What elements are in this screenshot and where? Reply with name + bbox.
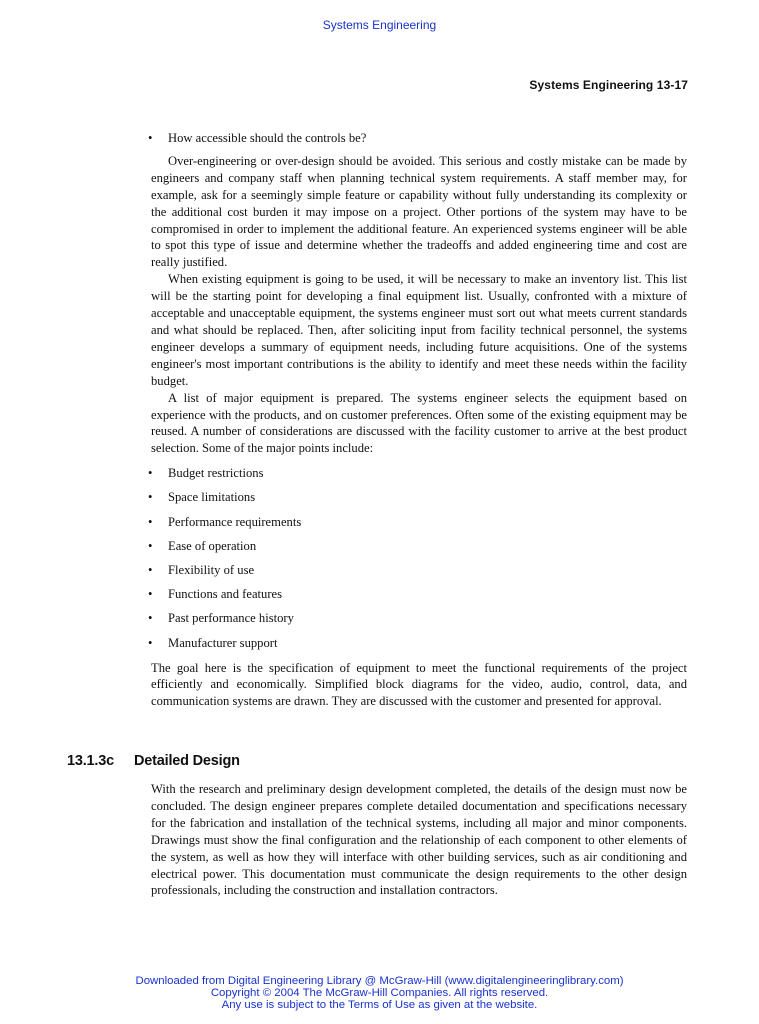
- footer-download-link[interactable]: Downloaded from Digital Engineering Library @ McGraw-Hill (www.digitalengineeringlibrary.com): [135, 975, 624, 987]
- list-item: [148, 586, 687, 603]
- footer-terms: Any use is subject to the Terms of Use as given at the website.: [221, 998, 538, 1011]
- paragraph-goal: The goal here is the specification of equipment to meet the functional requirements of the project efficiently and economically. Simplified block diagrams for the video, audio, control, data, and communication systems are drawn. They are discussed with the customer and presented for approval.: [151, 660, 687, 709]
- paragraph-existing-equipment: When existing equipment is going to be used, it will be necessary to make an inventory list. This list will be the starting point for developing a final equipment list. Usually, confronted with a mixture of acceptable and unacceptable equipment, the systems engineer must sort out what meets current standards and what should be replaced. Then, after soliciting input from facility technical personnel, the systems engineer develops a summary of equipment needs, including future acquisitions. One of the systems engineer's most important contributions is the ability to identify and meet these needs within the facility budget.: [151, 272, 687, 388]
- list-item-text: Performance requirements: [168, 514, 302, 529]
- footer-copyright: Copyright © 2004 The McGraw-Hill Companies. All rights reserved.: [210, 986, 549, 999]
- paragraph-over-engineering: Over-engineering or over-design should be avoided. This serious and costly mistake can be made by engineers and company staff when planning technical system requirements. A staff member may, for example, ask for a seemingly simple feature or capability without fully understanding its complexity or the additional cost burden it may impose on a project. Other portions of the system may have to be compromised in order to implement the additional feature. An experienced systems engineer will be able to spot this type of issue and determine whether the tradeoffs and added engineering time and cost are really justified.: [151, 153, 687, 270]
- list-item: [148, 635, 687, 652]
- list-item-text: Budget restrictions: [168, 466, 264, 481]
- running-head: Systems Engineering 13-17: [529, 78, 688, 92]
- bullet-icon: •: [148, 466, 153, 481]
- list-item: [148, 562, 687, 579]
- section-title: Detailed Design: [134, 753, 240, 769]
- list-item-text: Past performance history: [168, 611, 294, 626]
- considerations-list: [148, 465, 687, 651]
- bullet-icon: •: [148, 131, 153, 145]
- list-item-text: Manufacturer support: [168, 635, 278, 650]
- list-item-text: How accessible should the controls be?: [168, 131, 367, 145]
- paragraph-major-equipment: A list of major equipment is prepared. The systems engineer selects the equipment based on experience with the products, and on customer preferences. Often some of the existing equipment may be reused. A number of considerations are discussed with the facility customer to arrive at the best product selection. Some of the major points include:: [151, 390, 687, 456]
- list-item: [148, 610, 687, 627]
- page-footer: [0, 976, 759, 1011]
- list-item-text: Flexibility of use: [168, 563, 255, 578]
- list-item: [148, 465, 687, 482]
- bullet-icon: •: [148, 587, 153, 602]
- section-number: 13.1.3c: [67, 753, 114, 769]
- bullet-icon: •: [148, 490, 153, 505]
- paragraph-detailed-design: With the research and preliminary design development completed, the details of the design must now be concluded. The design engineer prepares complete detailed documentation and specifications necessary for the fabrication and installation of the technical systems, including all major and minor components. Drawings must show the final configuration and the relationship of each component to other elements of the system, as well as how they will interface with other building services, such as air conditioning and electrical power. This documentation must communicate the design requirements to the other design professionals, including the construction and installation contractors.: [151, 782, 687, 898]
- main-content: [148, 130, 687, 710]
- list-item: [148, 538, 687, 555]
- list-item-text: Functions and features: [168, 587, 283, 602]
- bullet-icon: •: [148, 635, 153, 650]
- list-item-text: Ease of operation: [168, 538, 257, 553]
- bullet-icon: •: [148, 563, 153, 578]
- section-content: [151, 781, 687, 899]
- bullet-icon: •: [148, 514, 153, 529]
- bullet-icon: •: [148, 611, 153, 626]
- list-item: [148, 130, 687, 147]
- top-title-link[interactable]: Systems Engineering: [322, 18, 437, 32]
- list-item: [148, 489, 687, 506]
- list-item: [148, 514, 687, 531]
- bullet-icon: •: [148, 538, 153, 553]
- list-item-text: Space limitations: [168, 490, 256, 505]
- section-heading: [67, 753, 240, 769]
